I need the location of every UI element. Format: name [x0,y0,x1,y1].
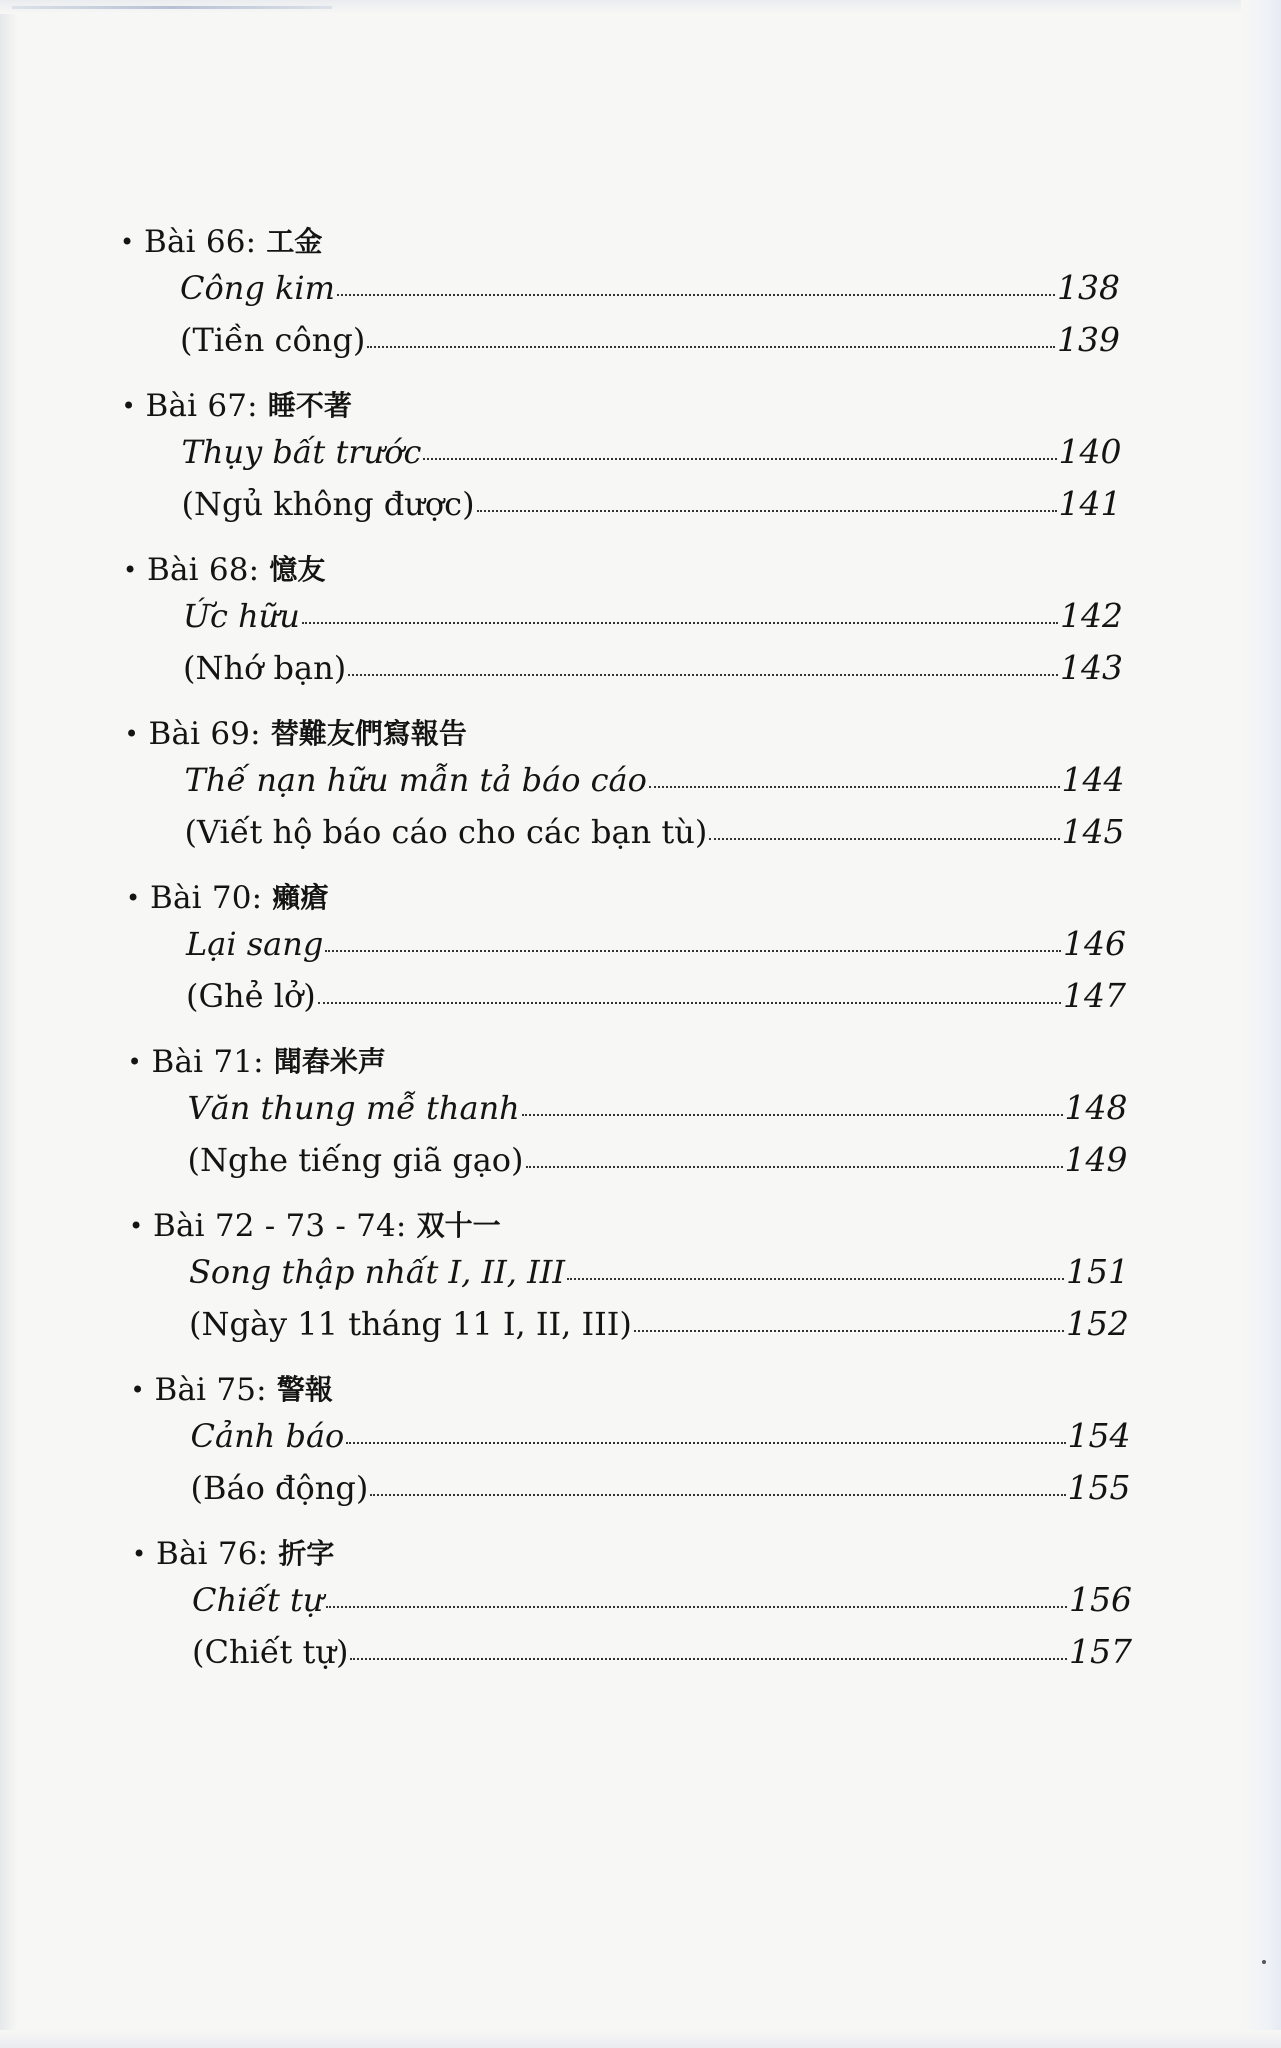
page-top-edge [0,0,1281,14]
page-number: 154 [1067,1416,1131,1455]
page-number: 155 [1067,1468,1131,1507]
lesson-han-title: 癩瘡 [272,881,329,914]
dot-leader [709,837,1059,840]
dot-leader [325,949,1061,952]
dot-leader [318,1001,1061,1004]
page-bottom-edge [0,2030,1281,2048]
lesson-han-title: 聞舂米声 [273,1045,386,1078]
entry-transliteration: Lại sang [186,925,324,963]
toc-entry[interactable] [189,1246,1129,1298]
dot-leader [567,1277,1064,1280]
lesson-han-title: 替難友們寫報告 [270,717,467,750]
entry-translation: (Ngủ không được) [181,485,475,523]
entry-translation: (Viết hộ báo cáo cho các bạn tù) [184,813,708,851]
page-number: 149 [1064,1140,1128,1179]
entry-translation: (Nghe tiếng giã gạo) [187,1141,524,1179]
dot-leader [649,785,1060,788]
toc-entry[interactable] [188,1082,1128,1134]
dot-leader [326,1605,1067,1608]
toc-entry[interactable] [180,262,1120,314]
toc-entry[interactable] [186,918,1126,970]
bullet-icon: • [126,884,141,912]
table-of-contents [120,222,1132,1698]
page-number: 151 [1066,1252,1129,1291]
bullet-icon: • [124,720,139,748]
toc-entry[interactable] [183,590,1123,642]
entry-transliteration: Văn thung mễ thanh [187,1089,520,1127]
dot-leader [526,1165,1063,1168]
toc-section [124,714,1125,858]
lesson-han-title: 双十一 [416,1209,501,1242]
lesson-han-title: 睡不著 [267,389,352,422]
dot-leader [477,509,1057,512]
bullet-icon: • [123,556,138,584]
section-title [126,878,1120,918]
dot-leader [522,1113,1063,1116]
bullet-icon: • [120,228,135,256]
page-number: 139 [1057,320,1120,359]
page-number: 142 [1060,596,1123,635]
lesson-han-title: 折字 [278,1537,335,1570]
section-title [128,1042,1121,1082]
page-number: 147 [1063,976,1126,1015]
page-number: 152 [1066,1304,1129,1343]
page-left-edge [0,14,18,2048]
dot-leader [367,345,1055,348]
page-number: 141 [1058,484,1122,523]
page-number: 143 [1060,648,1123,687]
toc-entry[interactable] [192,1626,1132,1678]
page-number: 157 [1069,1632,1132,1671]
toc-section [127,1042,1128,1186]
toc-entry[interactable] [186,970,1126,1022]
lesson-label: Bài 72 - 73 - 74: [153,1208,407,1244]
entry-translation: (Ghẻ lở) [186,977,316,1015]
lesson-label: Bài 76: [156,1536,269,1572]
toc-entry[interactable] [188,1134,1128,1186]
toc-section [122,386,1121,530]
dot-leader [370,1493,1065,1496]
toc-entry[interactable] [182,478,1122,530]
dot-leader [350,1657,1067,1660]
page-number: 144 [1061,760,1125,799]
section-title [120,222,1120,262]
section-title [125,714,1121,754]
lesson-label: Bài 69: [148,716,261,752]
bullet-icon: • [132,1540,147,1568]
entry-translation: (Tiền công) [180,321,366,359]
entry-translation: (Chiết tự) [192,1633,349,1671]
toc-entry[interactable] [191,1462,1131,1514]
dot-leader [302,621,1058,624]
entry-translation: (Nhớ bạn) [183,649,347,687]
toc-entry[interactable] [191,1410,1131,1462]
toc-entry[interactable] [192,1574,1132,1626]
bullet-icon: • [130,1376,145,1404]
page-right-edge [1241,0,1281,2048]
toc-entry[interactable] [183,642,1123,694]
lesson-han-title: 工金 [266,225,323,258]
entry-translation: (Ngày 11 tháng 11 I, II, III) [189,1305,632,1343]
section-title [129,1206,1120,1246]
toc-entry[interactable] [189,1298,1129,1350]
dot-leader [423,457,1056,460]
toc-entry[interactable] [180,314,1120,366]
lesson-label: Bài 68: [147,552,260,588]
page-number: 140 [1058,432,1122,471]
section-title [132,1534,1120,1574]
lesson-label: Bài 66: [144,224,257,260]
entry-transliteration: Ức hữu [183,597,300,635]
dot-leader [348,673,1058,676]
bullet-icon: • [129,1212,144,1240]
toc-section [123,550,1123,694]
bullet-icon: • [121,392,136,420]
bullet-icon: • [127,1048,142,1076]
toc-entry[interactable] [182,426,1122,478]
section-title [122,386,1121,426]
lesson-label: Bài 75: [154,1372,267,1408]
page-number: 145 [1061,812,1125,851]
entry-transliteration: Công kim [180,269,335,307]
page-number: 146 [1063,924,1126,963]
page-speck [1262,1960,1266,1964]
toc-entry[interactable] [185,754,1125,806]
entry-transliteration: Thế nạn hữu mẫn tả báo cáo [184,761,647,799]
entry-transliteration: Song thập nhất I, II, III [189,1253,566,1291]
toc-section [130,1370,1131,1514]
dot-leader [346,1441,1065,1444]
entry-translation: (Báo động) [190,1469,369,1507]
lesson-label: Bài 67: [145,388,258,424]
toc-section [129,1206,1129,1350]
section-title [123,550,1120,590]
toc-section [126,878,1126,1022]
dot-leader [337,293,1055,296]
section-title [131,1370,1121,1410]
toc-section [120,222,1120,366]
lesson-label: Bài 70: [150,880,263,916]
lesson-han-title: 憶友 [269,553,326,586]
toc-entry[interactable] [185,806,1125,858]
entry-transliteration: Chiết tự [192,1581,324,1619]
lesson-label: Bài 71: [151,1044,264,1080]
page-number: 138 [1057,268,1120,307]
dot-leader [634,1329,1064,1332]
page-number: 156 [1069,1580,1132,1619]
entry-transliteration: Cảnh báo [190,1417,345,1455]
lesson-han-title: 警報 [276,1373,333,1406]
entry-transliteration: Thụy bất trước [181,433,422,471]
page-number: 148 [1064,1088,1128,1127]
toc-section [132,1534,1132,1678]
